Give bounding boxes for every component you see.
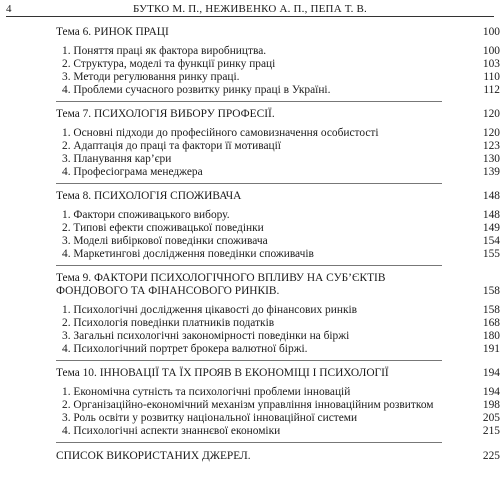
toc-item: 3. Моделі вибіркової поведінки споживача 154 <box>62 235 500 247</box>
toc-section-title: Тема 10. ІННОВАЦІЇ ТА ЇХ ПРОЯВ В ЕКОНОМІЦІ І ПСИХОЛОГІЇ 194 <box>56 367 500 379</box>
toc-item: 1. Фактори споживацького вибору. 148 <box>62 209 500 221</box>
page-ref: 155 <box>482 248 500 260</box>
toc-section-title: Тема 7. ПСИХОЛОГІЯ ВИБОРУ ПРОФЕСІЇ. 120 <box>56 108 500 120</box>
toc-item: 2. Структура, моделі та функції ринку праці 103 <box>62 58 500 70</box>
toc-item: 3. Загальні психологічні закономірності поведінки на біржі 180 <box>62 330 500 342</box>
toc-item: 3. Роль освіти у розвитку національної інноваційної системи 205 <box>62 412 500 424</box>
header-rule <box>6 16 494 17</box>
page-ref: 110 <box>483 71 500 83</box>
page-ref: 191 <box>482 343 500 355</box>
toc-item: 2. Адаптація до праці та фактори її мотивації 123 <box>62 140 500 152</box>
page-ref: 158 <box>482 285 500 297</box>
toc-section <box>56 361 500 443</box>
toc-item: 1. Основні підходи до професійного самовизначення особистості 120 <box>62 127 500 139</box>
toc-section <box>56 20 500 102</box>
page-ref: 148 <box>482 190 500 202</box>
page-ref: 198 <box>482 399 500 411</box>
toc-section-title: Тема 6. РИНОК ПРАЦІ 100 <box>56 26 500 38</box>
page-ref: 130 <box>482 153 500 165</box>
toc-section <box>56 184 500 266</box>
page-ref: 123 <box>482 140 500 152</box>
running-head: БУТКО М. П., НЕЖИВЕНКО А. П., ПЕПА Т. В. <box>132 3 368 15</box>
toc-section <box>56 266 500 361</box>
page-ref: 154 <box>482 235 500 247</box>
toc-item: 1. Психологічні дослідження цікавості до фінансових ринків 158 <box>62 304 500 316</box>
page-ref: 120 <box>482 127 500 139</box>
toc-item: 2. Організаційно-економічний механізм управління інноваційним розвитком 198 <box>62 399 500 411</box>
page-ref: 225 <box>482 450 500 462</box>
page-ref: 139 <box>482 166 500 178</box>
page-number: 4 <box>6 3 12 15</box>
page-ref: 180 <box>482 330 500 342</box>
toc-item: 1. Поняття праці як фактора виробництва. 100 <box>62 45 500 57</box>
toc-item: 2. Типові ефекти споживацької поведінки 149 <box>62 222 500 234</box>
page-ref: 149 <box>482 222 500 234</box>
toc-references: СПИСОК ВИКОРИСТАНИХ ДЖЕРЕЛ. 225 <box>56 450 500 462</box>
toc-section <box>56 102 500 184</box>
toc-section-title: Тема 8. ПСИХОЛОГІЯ СПОЖИВАЧА 148 <box>56 190 500 202</box>
toc-item: 1. Економічна сутність та психологічні проблеми інновацій 194 <box>62 386 500 398</box>
toc-item: 3. Методи регулювання ринку праці. 110 <box>62 71 500 83</box>
toc-item: 4. Психологічні аспекти знаннєвої економіки 215 <box>62 425 500 437</box>
page-header <box>6 2 494 16</box>
toc-item: 4. Проблеми сучасного розвитку ринку праці в Україні. 112 <box>62 84 500 96</box>
toc-item: 2. Психологія поведінки платників податків 168 <box>62 317 500 329</box>
page-ref: 103 <box>482 58 500 70</box>
page-ref: 120 <box>482 108 500 120</box>
toc-section-title: Тема 9. ФАКТОРИ ПСИХОЛОГІЧНОГО ВПЛИВУ НА СУБ’ЄКТІВ ФОНДОВОГО ТА ФІНАНСОВОГО РИНКІВ. 158 <box>56 272 500 297</box>
table-of-contents <box>56 20 500 463</box>
toc-item: 3. Планування кар’єри 130 <box>62 153 500 165</box>
page-ref: 158 <box>482 304 500 316</box>
page-ref: 100 <box>482 26 500 38</box>
page-ref: 205 <box>482 412 500 424</box>
toc-item: 4. Професіограма менеджера 139 <box>62 166 500 178</box>
page-ref: 215 <box>482 425 500 437</box>
page-ref: 112 <box>483 84 500 96</box>
page-ref: 194 <box>482 386 500 398</box>
page-ref: 148 <box>482 209 500 221</box>
toc-item: 4. Маркетингові дослідження поведінки споживачів 155 <box>62 248 500 260</box>
toc-item: 4. Психологічний портрет брокера валютної біржі. 191 <box>62 343 500 355</box>
page-ref: 194 <box>482 367 500 379</box>
page-ref: 100 <box>482 45 500 57</box>
page-ref: 168 <box>482 317 500 329</box>
